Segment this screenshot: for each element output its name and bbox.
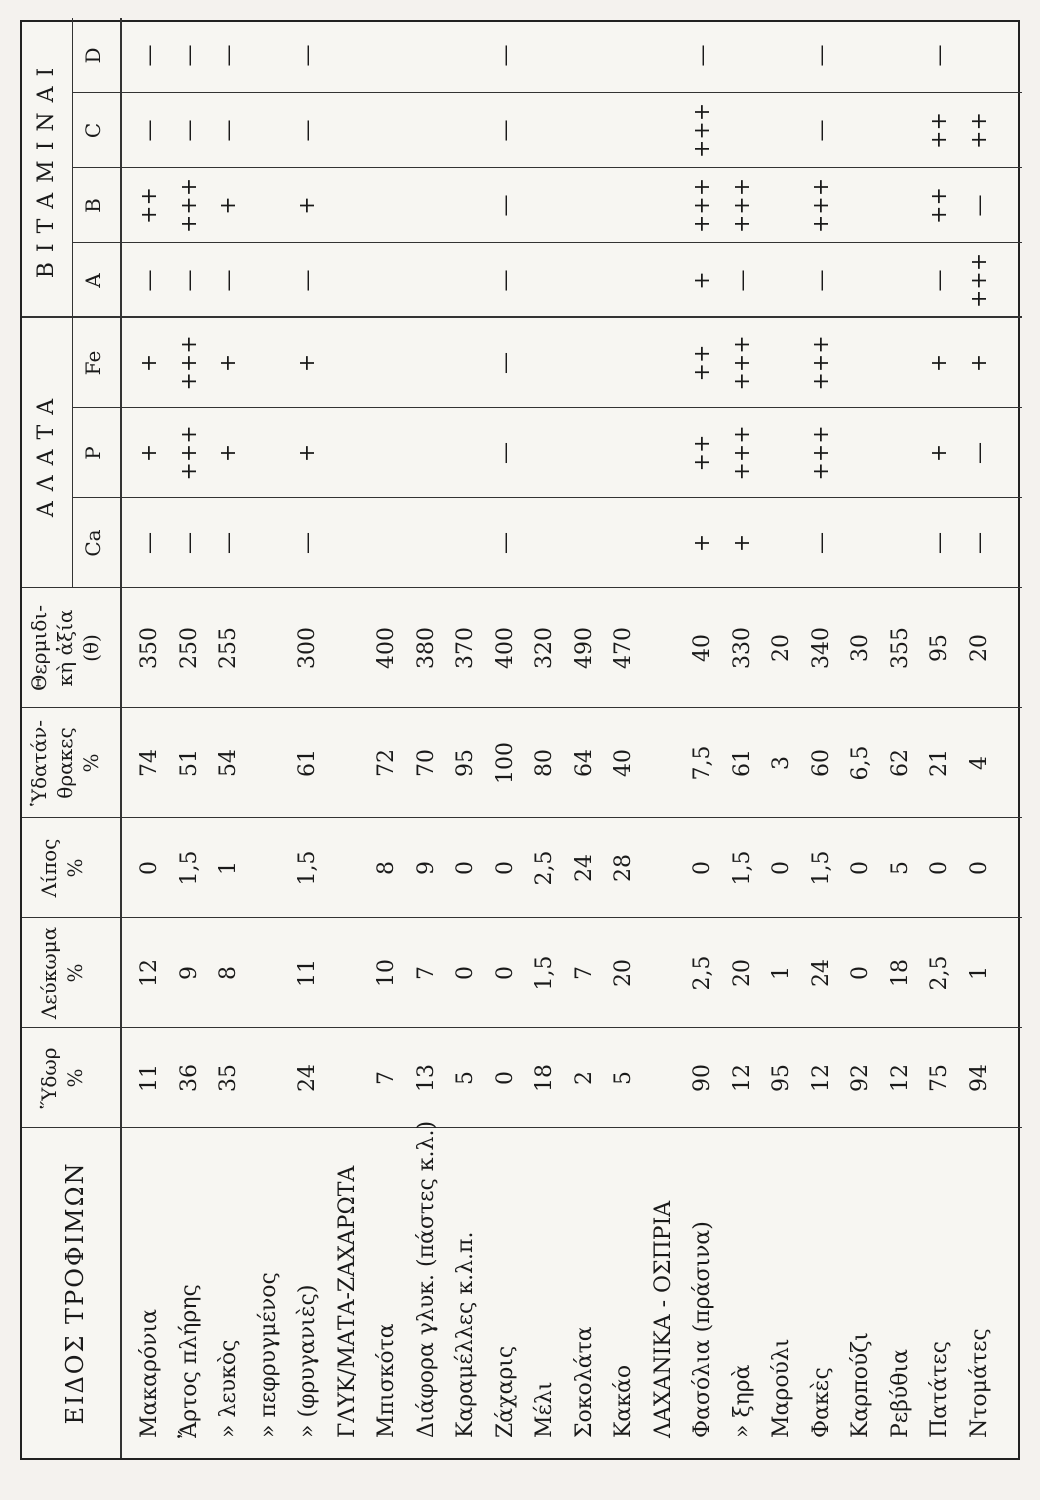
row-14-fe: ++ xyxy=(690,344,715,382)
row-1-b: +++ xyxy=(176,177,202,234)
row-14-b: +++ xyxy=(690,177,715,234)
row-4-protein: 11 xyxy=(295,959,320,987)
row-15-name: » ξηρὰ xyxy=(729,1364,755,1438)
row-1-ca: — xyxy=(176,532,202,554)
row-0-protein: 12 xyxy=(137,959,162,987)
row-21-carbs: 4 xyxy=(966,756,992,770)
row-15-fat: 1,5 xyxy=(729,850,755,886)
row-20-cal: 95 xyxy=(927,634,952,662)
header-calories-title2: κὴ ἀξία xyxy=(53,609,77,687)
row-21-p: — xyxy=(966,442,992,464)
row-1-a: — xyxy=(176,269,202,292)
header-carbs-unit: % xyxy=(79,753,103,773)
row-20-p: + xyxy=(927,443,952,463)
row-21-water: 94 xyxy=(966,1064,992,1092)
row-18-name: Καρπούζι xyxy=(848,1332,873,1438)
row-2-name: » λευκὸς xyxy=(216,1339,241,1438)
row-0-fat: 0 xyxy=(137,861,162,875)
row-20-fat: 0 xyxy=(927,861,952,875)
row-17-p: +++ xyxy=(808,425,834,481)
row-1-protein: 9 xyxy=(176,966,202,980)
row-14-carbs: 7,5 xyxy=(690,745,715,781)
row-4-name: » (φρυγανιὲς) xyxy=(295,1284,320,1438)
row-10-name: Μέλι xyxy=(532,1381,557,1438)
row-0-name: Μακαρόνια xyxy=(137,1308,162,1438)
row-15-protein: 20 xyxy=(729,959,755,987)
row-9-water: 0 xyxy=(492,1071,518,1085)
row-7-fat: 9 xyxy=(413,861,439,875)
vrule-11 xyxy=(72,167,1022,168)
row-4-ca: — xyxy=(295,532,320,554)
row-20-a: — xyxy=(927,269,952,292)
row-0-d: — xyxy=(137,44,162,67)
vrule-12 xyxy=(72,92,1022,93)
rotated-page xyxy=(20,20,1020,1460)
row-1-p: +++ xyxy=(176,425,202,481)
row-11-name: Σοκολάτα xyxy=(571,1326,597,1438)
row-2-ca: — xyxy=(216,532,241,554)
row-4-carbs: 61 xyxy=(295,749,320,777)
row-4-c: — xyxy=(295,119,320,142)
row-11-water: 2 xyxy=(571,1071,597,1085)
header-salts: ΑΛΑΤΑ xyxy=(34,388,59,518)
row-6-carbs: 72 xyxy=(374,749,399,777)
row-8-cal: 370 xyxy=(453,627,478,669)
row-20-ca: — xyxy=(927,532,952,554)
row-20-d: — xyxy=(927,44,952,67)
row-4-fe: + xyxy=(295,353,320,373)
row-16-carbs: 3 xyxy=(769,756,794,770)
row-14-p: ++ xyxy=(690,434,715,472)
row-15-carbs: 61 xyxy=(729,749,755,777)
row-1-fat: 1,5 xyxy=(176,850,202,886)
header-calories xyxy=(26,588,104,708)
header-d: D xyxy=(81,47,105,64)
row-21-protein: 1 xyxy=(966,966,992,980)
header-b: B xyxy=(81,198,105,213)
header-carbs-title2: θρακες xyxy=(53,727,77,799)
row-7-cal: 380 xyxy=(413,627,439,669)
row-19-cal: 355 xyxy=(887,627,913,669)
row-14-protein: 2,5 xyxy=(690,955,715,991)
row-20-protein: 2,5 xyxy=(927,955,952,991)
row-2-fat: 1 xyxy=(216,861,241,875)
row-9-name: Ζάχαρις xyxy=(492,1345,518,1438)
row-21-c: ++ xyxy=(966,112,992,149)
header-water-title: Ὕδωρ xyxy=(37,1047,61,1109)
row-15-b: +++ xyxy=(729,177,755,234)
row-18-carbs: 6,5 xyxy=(848,745,873,781)
row-14-c: +++ xyxy=(690,102,715,159)
row-10-carbs: 80 xyxy=(532,749,557,777)
row-17-name: Φακὲς xyxy=(808,1367,834,1438)
header-p: P xyxy=(81,446,105,460)
header-water-unit: % xyxy=(63,1068,87,1088)
row-15-cal: 330 xyxy=(729,627,755,669)
row-19-carbs: 62 xyxy=(887,749,913,777)
row-2-p: + xyxy=(216,443,241,463)
row-11-protein: 7 xyxy=(571,966,597,980)
row-7-protein: 7 xyxy=(413,966,439,980)
row-8-water: 5 xyxy=(453,1071,478,1085)
row-9-protein: 0 xyxy=(492,966,518,980)
row-17-b: +++ xyxy=(808,177,834,234)
row-4-fat: 1,5 xyxy=(295,850,320,886)
header-calories-title: Θερμιδι- xyxy=(27,605,51,691)
row-7-water: 13 xyxy=(413,1064,439,1092)
row-11-cal: 490 xyxy=(571,627,597,669)
row-2-cal: 255 xyxy=(216,627,241,669)
row-12-fat: 28 xyxy=(611,854,636,882)
row-16-protein: 1 xyxy=(769,966,794,980)
header-carbs xyxy=(26,708,104,818)
row-2-carbs: 54 xyxy=(216,749,241,777)
row-15-fe: +++ xyxy=(729,335,755,391)
row-14-ca: + xyxy=(690,533,715,553)
row-0-fe: + xyxy=(137,353,162,373)
row-9-c: — xyxy=(492,119,518,142)
row-9-fat: 0 xyxy=(492,861,518,875)
row-5-name: ΓΛΥΚ/ΜΑΤΑ-ΖΑΧΑΡΩΤΑ xyxy=(334,1165,360,1438)
row-15-a: — xyxy=(729,269,755,292)
row-17-fat: 1,5 xyxy=(808,850,834,886)
row-17-protein: 24 xyxy=(808,959,834,987)
row-6-name: Μπισκότα xyxy=(374,1323,399,1438)
row-13-name: ΛΑΧΑΝΙΚΑ - ΟΣΠΡΙΑ xyxy=(650,1200,676,1438)
row-21-name: Ντομάτες xyxy=(966,1328,992,1438)
row-6-cal: 400 xyxy=(374,627,399,669)
row-20-water: 75 xyxy=(927,1064,952,1092)
row-16-name: Μαρούλι xyxy=(769,1338,794,1438)
row-9-cal: 400 xyxy=(492,627,518,669)
row-4-a: — xyxy=(295,269,320,292)
row-9-a: — xyxy=(492,269,518,292)
row-4-b: + xyxy=(295,196,320,215)
vrule-7 xyxy=(22,316,1022,318)
row-17-water: 12 xyxy=(808,1064,834,1092)
row-2-b: + xyxy=(216,196,241,215)
row-12-cal: 470 xyxy=(611,627,636,669)
row-17-carbs: 60 xyxy=(808,749,834,777)
row-21-fat: 0 xyxy=(966,861,992,875)
row-14-cal: 40 xyxy=(690,634,715,662)
vrule-8 xyxy=(72,497,1022,498)
row-2-d: — xyxy=(216,44,241,67)
row-1-fe: +++ xyxy=(176,335,202,391)
row-15-p: +++ xyxy=(729,425,755,481)
row-18-water: 92 xyxy=(848,1064,873,1092)
row-16-fat: 0 xyxy=(769,861,794,875)
row-17-ca: — xyxy=(808,532,834,554)
row-0-c: — xyxy=(137,119,162,142)
row-21-fe: + xyxy=(966,353,992,373)
row-9-p: — xyxy=(492,442,518,464)
row-21-ca: — xyxy=(966,532,992,554)
row-15-ca: + xyxy=(729,533,755,553)
row-14-a: + xyxy=(690,271,715,290)
nutrition-table xyxy=(20,20,1020,1460)
row-19-protein: 18 xyxy=(887,959,913,987)
row-17-cal: 340 xyxy=(808,627,834,669)
row-1-cal: 250 xyxy=(176,627,202,669)
row-14-d: — xyxy=(690,44,715,67)
row-2-water: 35 xyxy=(216,1064,241,1092)
row-0-ca: — xyxy=(137,532,162,554)
row-7-carbs: 70 xyxy=(413,749,439,777)
row-0-b: ++ xyxy=(137,187,162,224)
row-20-name: Πατάτες xyxy=(927,1341,952,1438)
vrule-10 xyxy=(72,242,1022,243)
row-4-p: + xyxy=(295,443,320,463)
header-fat-title: Λίπος xyxy=(37,838,61,898)
row-14-water: 90 xyxy=(690,1064,715,1092)
row-21-b: — xyxy=(966,194,992,217)
row-20-c: ++ xyxy=(927,112,952,149)
row-10-protein: 1,5 xyxy=(532,955,557,991)
row-18-fat: 0 xyxy=(848,861,873,875)
row-6-protein: 10 xyxy=(374,959,399,987)
row-11-fat: 24 xyxy=(571,854,597,882)
row-1-name: Ἄρτος πλήρης xyxy=(176,1284,202,1438)
row-6-fat: 8 xyxy=(374,861,399,875)
row-21-cal: 20 xyxy=(966,634,992,662)
vrule-9 xyxy=(72,407,1022,408)
row-1-water: 36 xyxy=(176,1064,202,1092)
header-food: ΕΙΔΟΣ ΤΡΟΦΙΜΩΝ xyxy=(61,1161,89,1425)
header-fat-unit: % xyxy=(63,858,87,878)
row-4-d: — xyxy=(295,44,320,67)
row-16-cal: 20 xyxy=(769,634,794,662)
row-3-name: » πεφρυγμένος xyxy=(255,1272,281,1438)
row-19-name: Ρεβύθια xyxy=(887,1348,913,1438)
row-4-cal: 300 xyxy=(295,627,320,669)
row-0-p: + xyxy=(137,443,162,463)
row-0-cal: 350 xyxy=(137,627,162,669)
row-8-carbs: 95 xyxy=(453,749,478,777)
row-7-name: Διάφορα γλυκ. (πάστες κ.λ.) xyxy=(413,1120,439,1438)
row-19-fat: 5 xyxy=(887,861,913,875)
row-9-ca: — xyxy=(492,532,518,554)
row-20-carbs: 21 xyxy=(927,749,952,777)
row-12-name: Κακάο xyxy=(611,1364,636,1438)
row-14-fat: 0 xyxy=(690,861,715,875)
row-9-b: — xyxy=(492,194,518,217)
header-calories-unit: (θ) xyxy=(79,634,103,662)
header-fe: Fe xyxy=(81,350,105,376)
row-17-d: — xyxy=(808,44,834,67)
header-a: A xyxy=(81,273,105,288)
row-17-c: — xyxy=(808,119,834,142)
row-10-cal: 320 xyxy=(532,627,557,669)
row-12-carbs: 40 xyxy=(611,749,636,777)
header-water xyxy=(36,1028,88,1128)
row-2-fe: + xyxy=(216,353,241,373)
row-12-water: 5 xyxy=(611,1071,636,1085)
header-vitamins: ΒΙΤΑΜΙΝΑΙ xyxy=(34,57,59,279)
row-0-a: — xyxy=(137,269,162,292)
row-16-water: 95 xyxy=(769,1064,794,1092)
row-9-carbs: 100 xyxy=(492,742,518,784)
row-18-protein: 0 xyxy=(848,966,873,980)
row-1-d: — xyxy=(176,44,202,67)
row-0-carbs: 74 xyxy=(137,749,162,777)
row-9-d: — xyxy=(492,44,518,67)
row-0-water: 11 xyxy=(137,1064,162,1092)
header-rule xyxy=(120,18,122,1458)
row-8-protein: 0 xyxy=(453,966,478,980)
row-9-fe: — xyxy=(492,352,518,374)
row-20-fe: + xyxy=(927,353,952,373)
row-8-fat: 0 xyxy=(453,861,478,875)
header-protein-title: Λεύκωμα xyxy=(37,926,61,1020)
header-protein xyxy=(36,918,88,1028)
header-ca: Ca xyxy=(81,529,105,557)
row-2-a: — xyxy=(216,269,241,292)
row-19-water: 12 xyxy=(887,1064,913,1092)
row-10-fat: 2,5 xyxy=(532,850,557,886)
row-17-a: — xyxy=(808,269,834,292)
row-8-name: Καραμέλλες κ.λ.π. xyxy=(453,1231,478,1438)
row-20-b: ++ xyxy=(927,187,952,224)
row-2-c: — xyxy=(216,119,241,142)
row-11-carbs: 64 xyxy=(571,749,597,777)
header-fat xyxy=(36,818,88,918)
row-1-c: — xyxy=(176,119,202,142)
row-2-protein: 8 xyxy=(216,966,241,980)
row-12-protein: 20 xyxy=(611,959,636,987)
row-14-name: Φασόλια (πράσινα) xyxy=(690,1221,715,1438)
row-6-water: 7 xyxy=(374,1071,399,1085)
row-10-water: 18 xyxy=(532,1064,557,1092)
header-protein-unit: % xyxy=(63,963,87,983)
header-carbs-title: Ὑδατάν- xyxy=(27,719,51,807)
row-18-cal: 30 xyxy=(848,634,873,662)
row-21-a: +++ xyxy=(966,252,992,309)
group-rule xyxy=(72,18,73,588)
row-15-water: 12 xyxy=(729,1064,755,1092)
row-4-water: 24 xyxy=(295,1064,320,1092)
row-17-fe: +++ xyxy=(808,335,834,391)
row-1-carbs: 51 xyxy=(176,749,202,777)
header-c: C xyxy=(81,122,105,139)
